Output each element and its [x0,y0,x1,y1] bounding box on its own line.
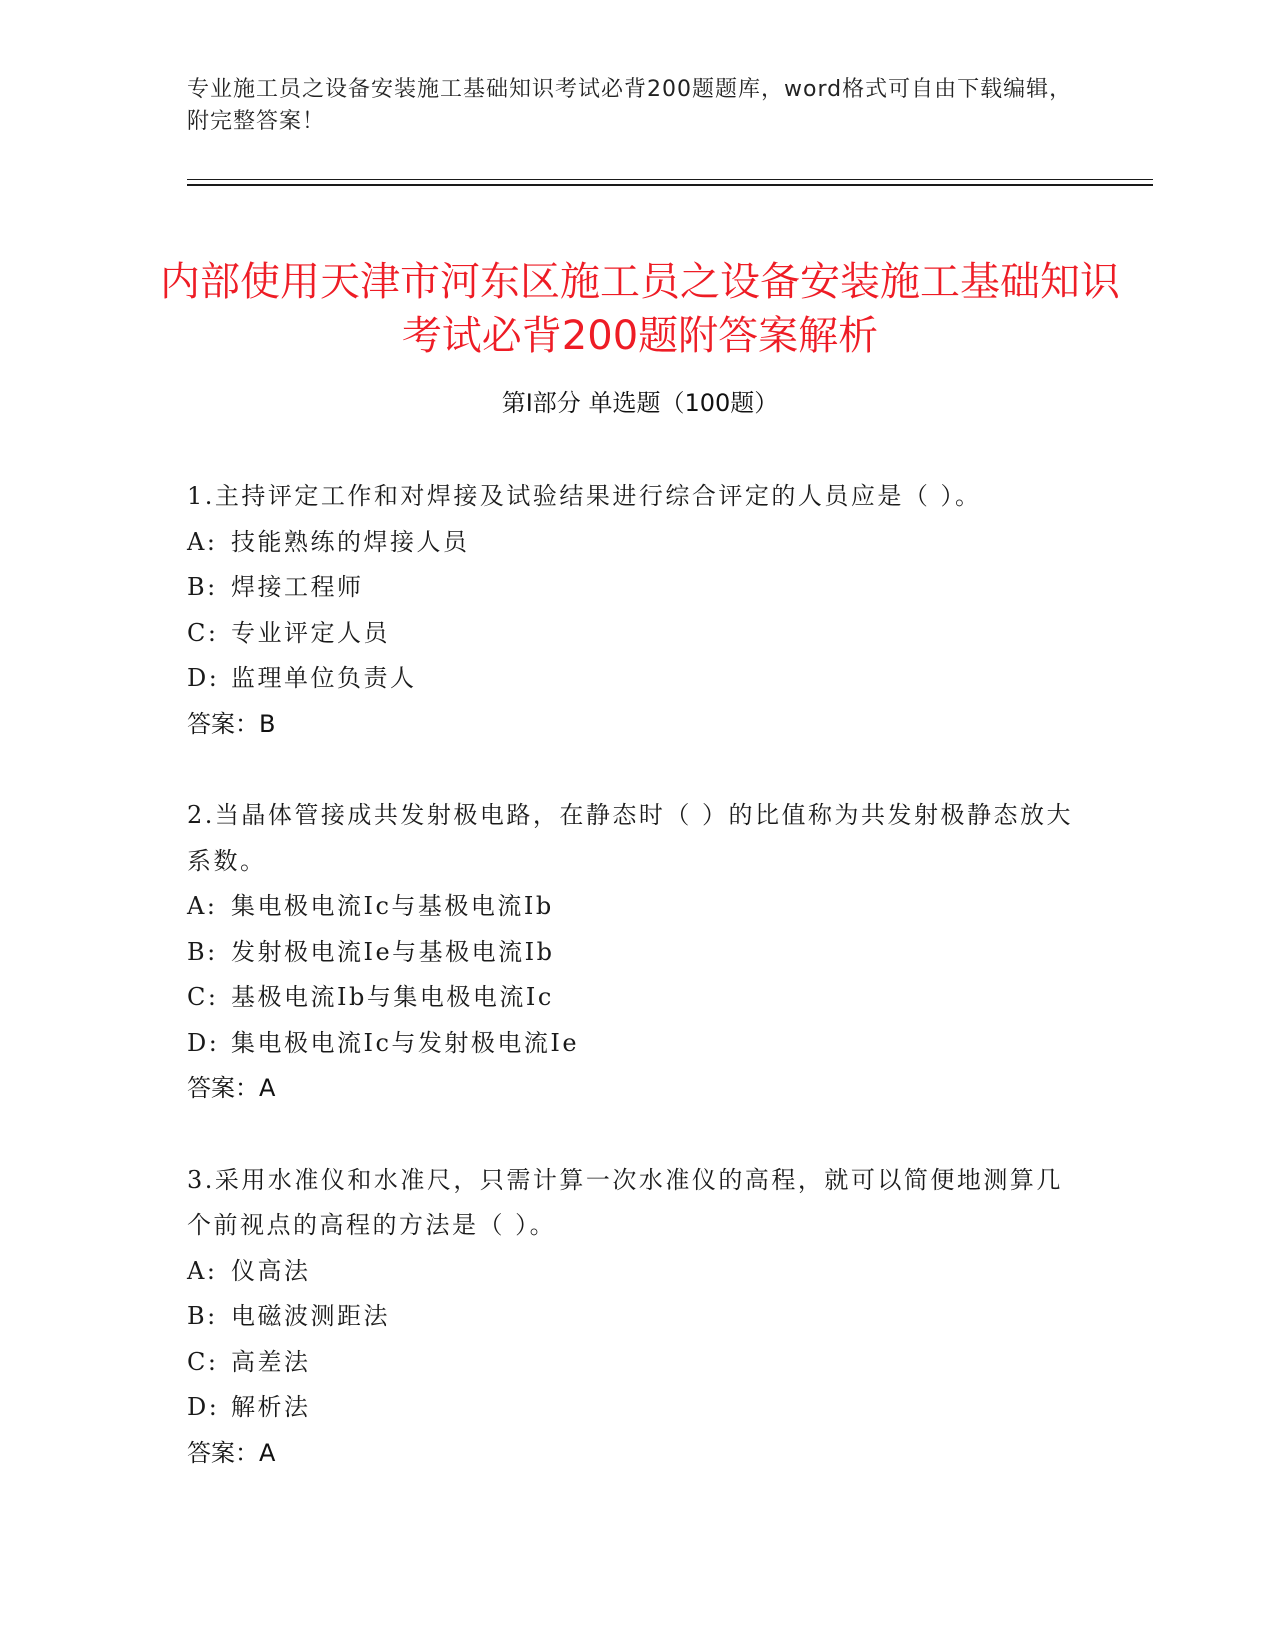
question-stem: 3.采用水准仪和水准尺，只需计算一次水准仪的高程，就可以简便地测算几个前视点的高程的方法是（ ）。 [187,1165,1063,1239]
option-d [187,1021,1087,1067]
header-note: 专业施工员之设备安装施工基础知识考试必背200题题库，word格式可自由下载编辑，附完整答案！ [187,77,1073,134]
option-text: 解析法 [231,1393,311,1421]
option-b [187,565,1087,611]
option-a [187,1249,1087,1295]
question-3 [187,1158,1087,1477]
option-letter: B: [187,573,218,601]
option-text: 电磁波测距法 [231,1302,390,1330]
option-letter: D: [187,1028,220,1057]
answer-line: 答案：B [187,709,276,738]
option-c [187,1340,1087,1386]
option-text: 高差法 [231,1347,311,1376]
option-letter: A: [187,527,218,556]
section-title: 第Ⅰ部分 单选题（100题） [501,389,779,417]
option-c [187,975,1087,1021]
option-letter: B: [187,1302,218,1330]
question-1 [187,474,1087,747]
question-stem: 2.当晶体管接成共发射极电路，在静态时（ ）的比值称为共发射极静态放大系数。 [187,801,1074,875]
option-letter: A: [187,892,218,920]
question-list [187,474,1087,1522]
option-letter: D: [187,664,220,692]
header-divider-bottom [187,184,1153,186]
question-2 [187,793,1087,1112]
option-a [187,884,1087,930]
option-d [187,656,1087,702]
option-letter: C: [187,1347,219,1376]
option-letter: C: [187,618,219,647]
option-a [187,520,1087,566]
option-letter: D: [187,1393,220,1421]
option-text: 仪高法 [231,1256,311,1285]
option-c [187,611,1087,657]
option-d [187,1385,1087,1431]
option-letter: A: [187,1256,218,1285]
option-text: 监理单位负责人 [231,664,417,692]
option-text: 集电极电流Ic与基极电流Ib [231,892,554,920]
answer-line: 答案：A [187,1074,276,1102]
option-letter: B: [187,937,218,966]
option-text: 专业评定人员 [231,618,390,647]
option-text: 发射极电流Ie与基极电流Ib [231,937,555,966]
option-text: 焊接工程师 [231,573,364,601]
answer-line: 答案：A [187,1438,276,1467]
option-b [187,930,1087,976]
document-title: 内部使用天津市河东区施工员之设备安装施工基础知识考试必背200题附答案解析 [160,258,1120,359]
option-b [187,1294,1087,1340]
option-text: 技能熟练的焊接人员 [231,527,470,556]
option-text: 基极电流Ib与集电极电流Ic [231,983,554,1011]
option-text: 集电极电流Ic与发射极电流Ie [231,1028,580,1057]
question-stem: 1.主持评定工作和对焊接及试验结果进行综合评定的人员应是（ ）。 [187,482,982,510]
header-divider-top [187,179,1153,180]
option-letter: C: [187,983,219,1011]
